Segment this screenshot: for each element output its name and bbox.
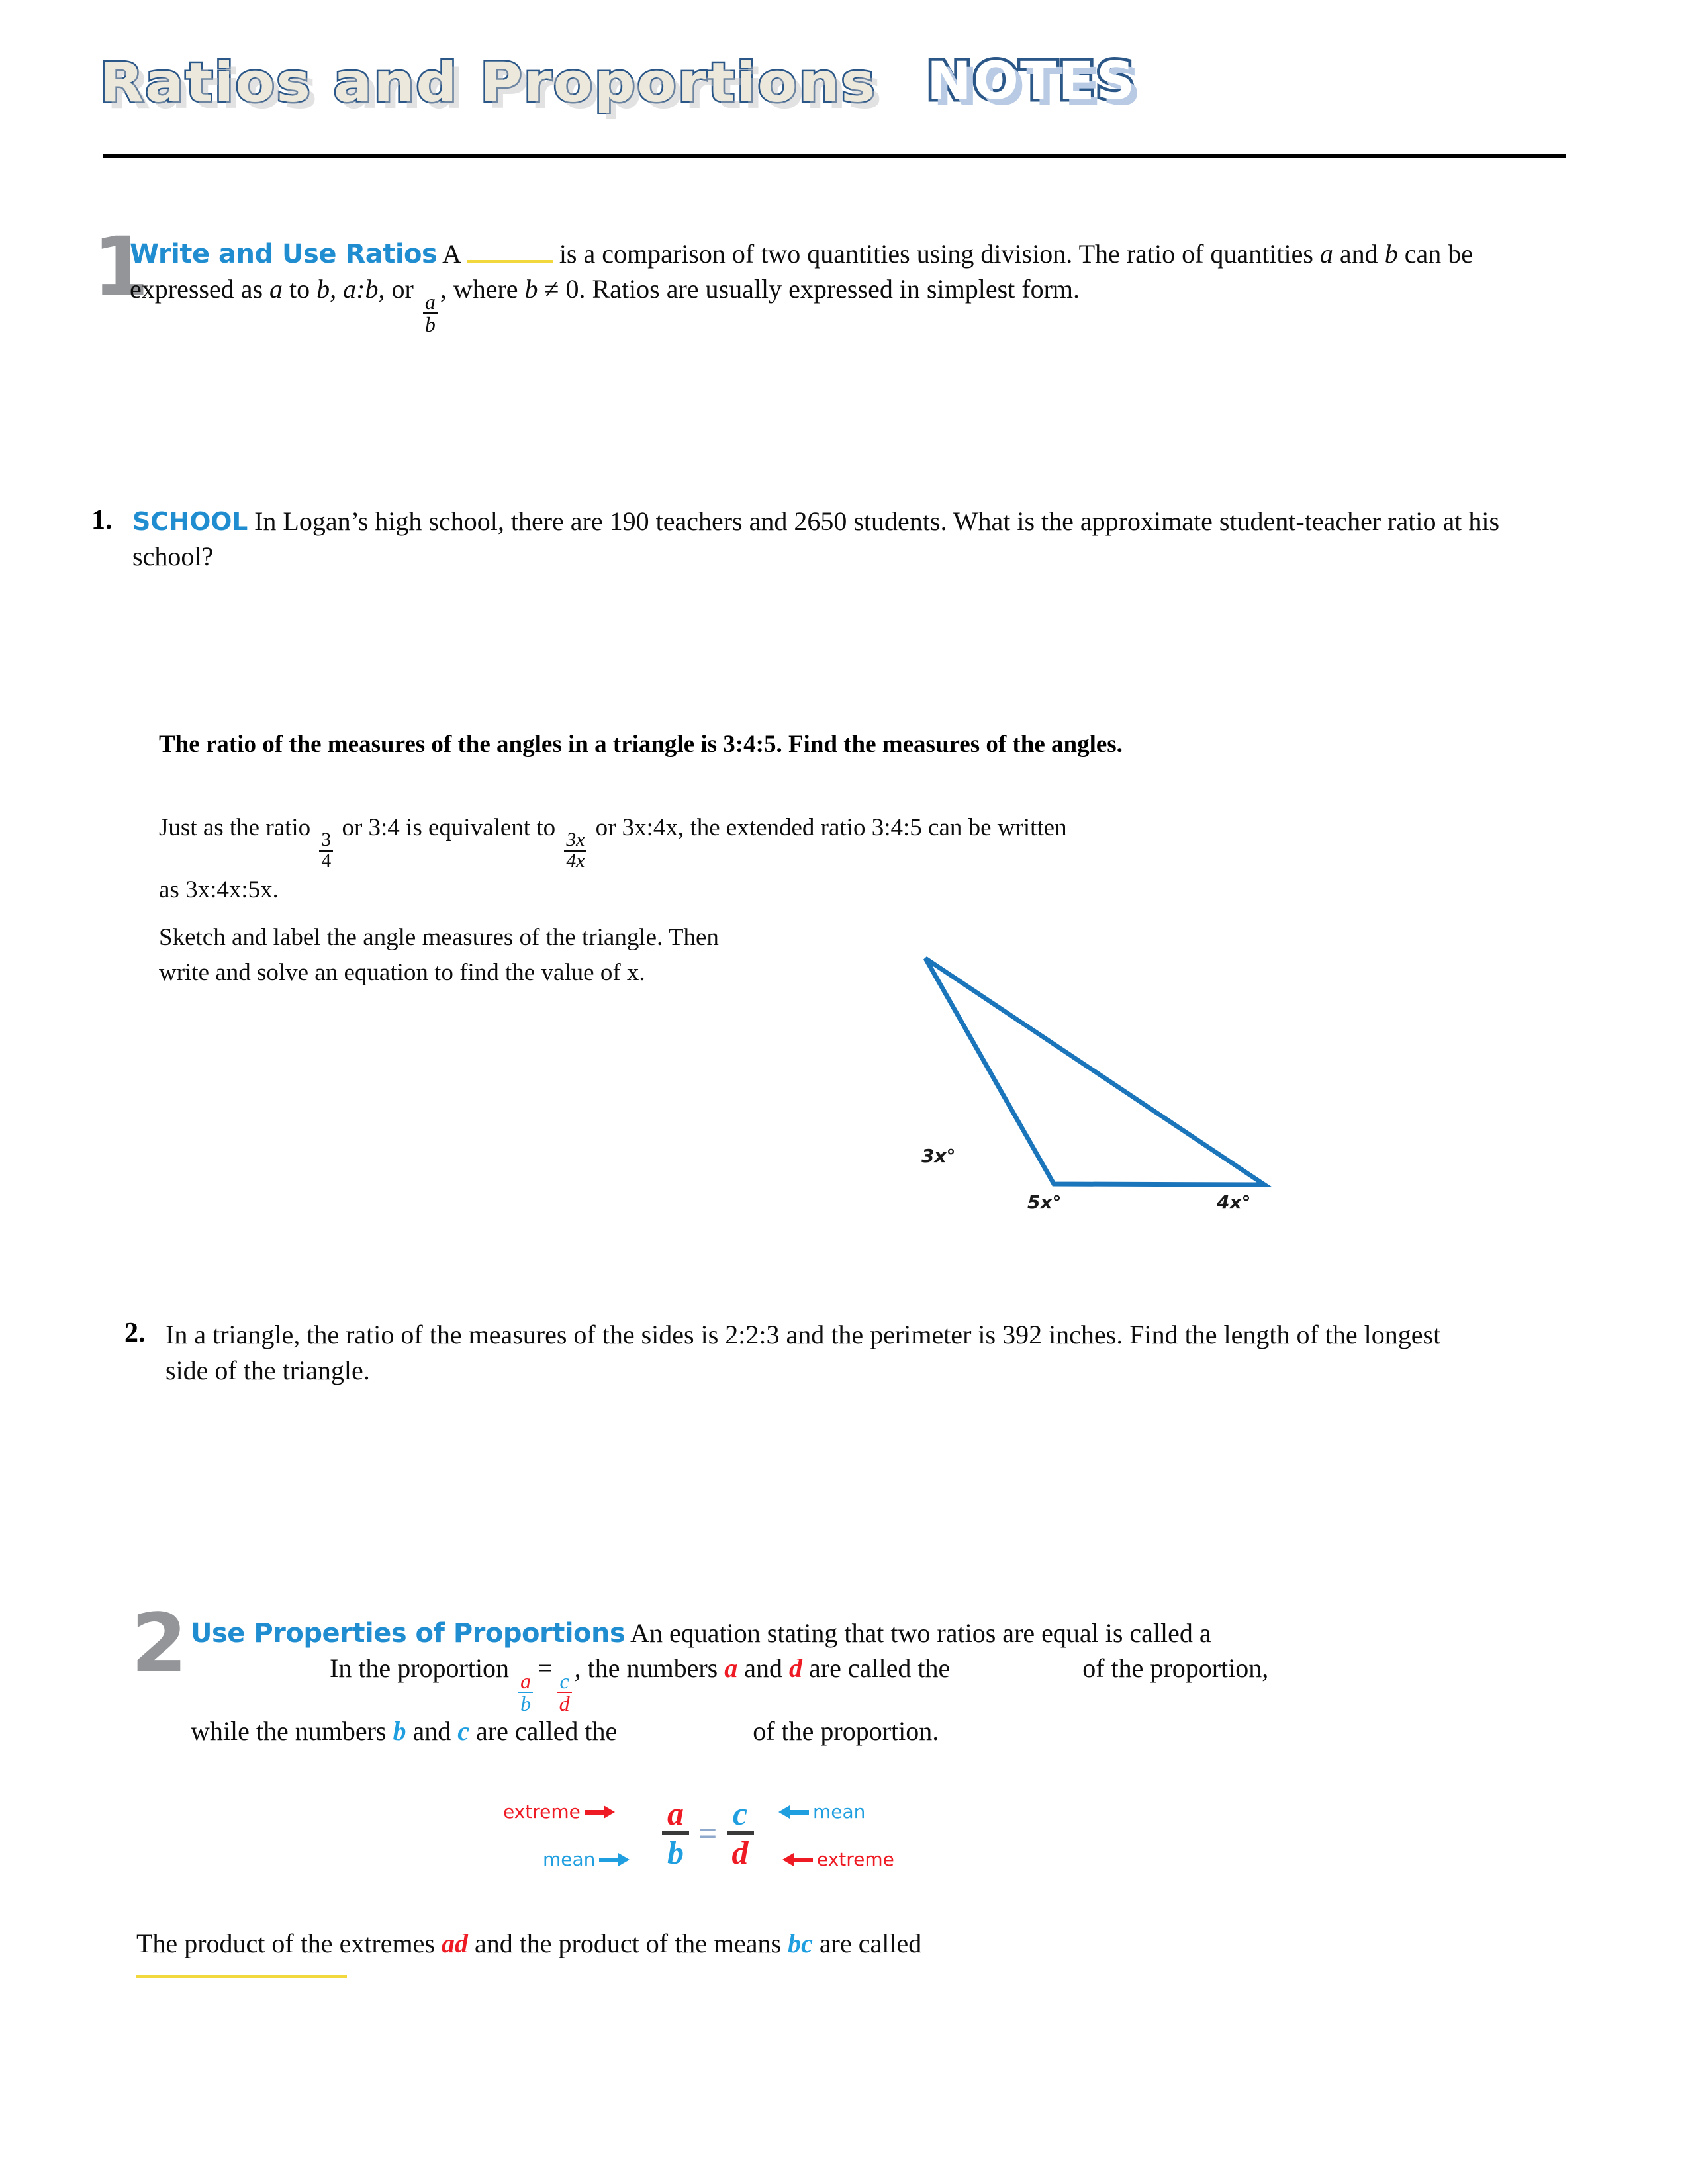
section-1-expr-b: b, (316, 273, 337, 304)
arrow-left-icon (778, 1805, 809, 1819)
closing-text-a: The product of the extremes (136, 1929, 435, 1958)
fraction-denominator: d (557, 1692, 572, 1714)
section-2-number: 2 (131, 1596, 187, 1690)
closing-text-c: are called (819, 1929, 922, 1958)
example-fraction-2 (564, 831, 586, 871)
section-2-line2-c: , the numbers (574, 1653, 718, 1683)
exercise-2: In a triangle, the ratio of the measures of the sides is 2:2:3 and the perimeter is 392 inches. Find the length of the longest side of the triangle. (165, 1320, 1441, 1386)
closing-statement (136, 1926, 1460, 1962)
diagram-fraction-right (727, 1797, 754, 1869)
section-2-heading: Use Properties of Proportions (191, 1618, 626, 1649)
section-2-line3-a: of the proportion, while the numbers (191, 1653, 1269, 1747)
arrow-left-icon (782, 1852, 813, 1867)
section-2-var-b: b (393, 1716, 406, 1747)
section-2-equals: = (538, 1653, 553, 1683)
section-1-text-a: A (442, 239, 460, 269)
fraction-denominator: b (518, 1692, 533, 1714)
section-2-line1: An equation stating that two ratios are equal (630, 1618, 1099, 1648)
fraction-denominator: 4x (564, 850, 586, 872)
section-1-text-or: , or (378, 273, 414, 304)
fraction-numerator: 3x (566, 829, 585, 851)
section-2-line4: the proportion. (781, 1716, 939, 1747)
section-2-var-d: d (789, 1653, 803, 1683)
exercise-1 (132, 504, 1542, 574)
section-2-fraction-right (557, 1670, 572, 1714)
closing-text-b: and the product of the means (474, 1929, 782, 1958)
fraction-numerator: c (732, 1795, 748, 1832)
section-1-text-f: ≠ 0. Ratios are usually expressed in simplest form. (544, 273, 1080, 304)
fraction-denominator: 4 (319, 850, 333, 872)
section-2-line3-b: are called the (476, 1716, 618, 1747)
fraction-denominator: d (727, 1831, 754, 1869)
fraction-numerator: a (520, 1669, 532, 1694)
section-1-blank[interactable] (467, 260, 553, 263)
section-1-body (130, 237, 1577, 335)
section-2-line2-b: In the proportion (330, 1653, 510, 1683)
fraction-numerator: a (424, 290, 436, 314)
example-p1-end: 3:4:5 can be written as 3x:4x:5x. (159, 814, 1067, 904)
diagram-label-extreme-top-left (503, 1801, 619, 1823)
exercise-1-number: 1. (91, 505, 113, 535)
diagram-label-mean-bottom-left (543, 1848, 633, 1870)
triangle-label-bottom-right: 4x° (1217, 1191, 1251, 1213)
example-prompt: The ratio of the measures of the angles in a triangle is 3:4:5. Find the measures of the angles. (159, 731, 1123, 758)
closing-blank[interactable] (136, 1975, 347, 1978)
section-1-expr-a: a (269, 273, 283, 304)
exercise-1-text: In Logan’s high school, there are 190 teachers and 2650 students. What is the approximate student-teacher ratio at his school? (132, 506, 1500, 571)
fraction-numerator: c (559, 1669, 569, 1694)
section-1-number: 1 (93, 220, 149, 314)
diagram-label-mean-top-right (774, 1801, 865, 1823)
section-2-var-a: a (724, 1653, 738, 1683)
closing-term-bc: bc (788, 1929, 813, 1958)
triangle-figure (880, 920, 1304, 1213)
section-2-line2-d: are called (809, 1653, 912, 1683)
exercise-2-number: 2. (124, 1318, 146, 1348)
section-2-line3-of: of (753, 1716, 775, 1747)
diagram-extreme-top-left-text: extreme (503, 1801, 581, 1823)
section-1-text-b: is a comparison of two quantities using division. The ratio of quantities (559, 239, 1313, 269)
section-1-text-d: can be expressed as (130, 239, 1473, 304)
section-2-body (191, 1616, 1316, 1749)
section-1-var-b: b (1384, 239, 1398, 269)
section-1-text-c: and (1339, 239, 1378, 269)
section-1-fraction (423, 291, 438, 335)
section-1-text-e: , where (440, 273, 518, 304)
page-header (0, 0, 1688, 165)
arrow-right-icon (585, 1805, 615, 1819)
fraction-numerator: a (667, 1795, 684, 1832)
diagram-extreme-bottom-right-text: extreme (817, 1848, 894, 1870)
section-1-var-b2: b (524, 273, 538, 304)
notes-label: NOTES (927, 52, 1137, 111)
example-fraction-1 (319, 831, 333, 871)
example-p1-pre: Just as the ratio (159, 814, 311, 841)
exercise-1-keyword: SCHOOL (132, 507, 248, 536)
fraction-denominator: b (423, 312, 438, 335)
section-2-line3-the: the (917, 1653, 951, 1683)
section-2-fraction-left (518, 1670, 533, 1714)
fraction-denominator: b (662, 1831, 689, 1869)
header-divider (103, 154, 1566, 158)
section-2-line3-and: and (412, 1716, 451, 1747)
diagram-equals-sign: = (698, 1814, 718, 1852)
example-p1-mid2: or 3x:4x, the extended ratio (595, 814, 866, 841)
section-1-expr-ratio: a:b (343, 273, 379, 304)
example-p1-mid1: or 3:4 is equivalent to (342, 814, 556, 841)
example-paragraph-2: Sketch and label the angle measures of the triangle. Then write and solve an equation to find the value of x. (159, 924, 719, 987)
fraction-numerator: 3 (321, 829, 332, 851)
closing-term-ad: ad (441, 1929, 468, 1958)
diagram-mean-top-right-text: mean (813, 1801, 866, 1823)
section-1-heading: Write and Use Ratios (130, 239, 438, 269)
diagram-proportion (662, 1797, 754, 1869)
triangle-label-bottom-left: 5x° (1027, 1191, 1062, 1213)
arrow-right-icon (599, 1852, 630, 1867)
page-title: Ratios and Proportions (99, 52, 877, 114)
mean-extreme-diagram (503, 1797, 927, 1896)
section-1-text-to: to (289, 273, 310, 304)
section-2-line2-and: and (744, 1653, 783, 1683)
example-paragraph-1 (159, 809, 1086, 909)
diagram-mean-bottom-left-text: mean (543, 1848, 596, 1870)
triangle-label-top: 3x° (921, 1145, 956, 1167)
diagram-label-extreme-bottom-right (778, 1848, 894, 1870)
section-2-line2-a: is called a (1105, 1618, 1211, 1648)
section-1-var-a: a (1319, 239, 1333, 269)
section-2-var-c: c (457, 1716, 470, 1747)
triangle-shape (925, 958, 1264, 1185)
diagram-fraction-left (662, 1797, 689, 1869)
